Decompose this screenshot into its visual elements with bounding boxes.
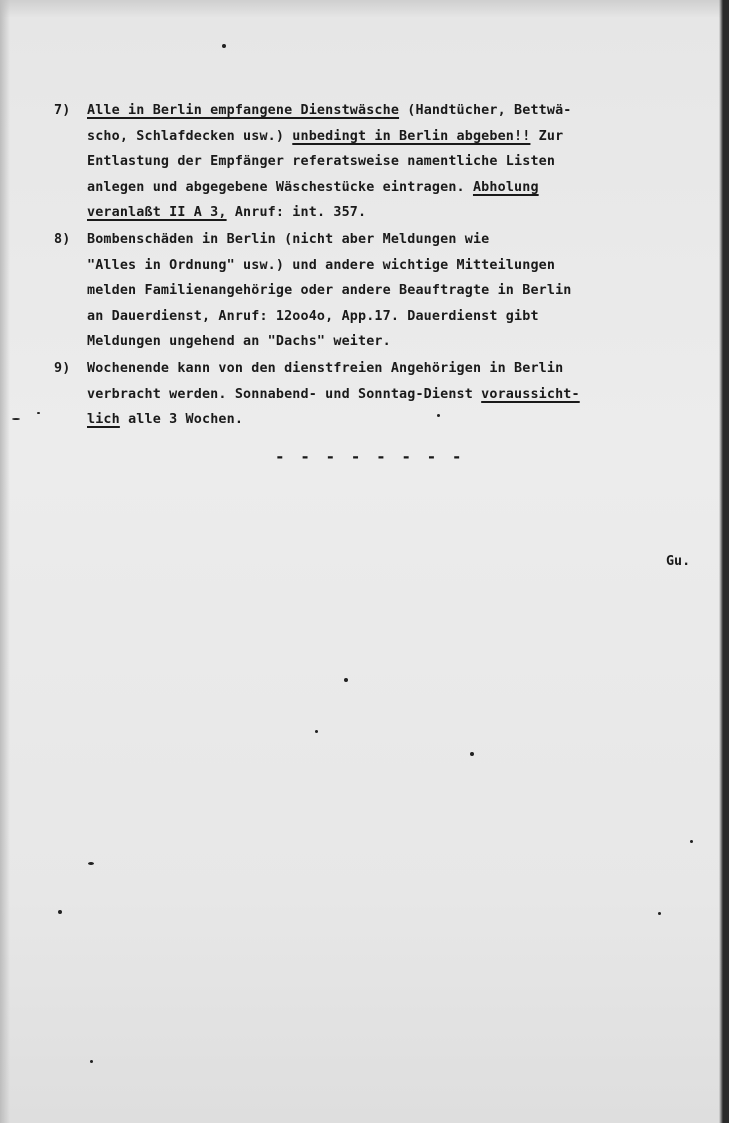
text-line: Wochenende kann von den dienstfreien Angehörigen in Berlin	[87, 361, 564, 376]
text-run: Zur	[530, 128, 564, 144]
scan-left-shadow	[0, 0, 10, 1123]
underlined-text: Alle in Berlin empfangene Dienstwäsche	[87, 103, 400, 118]
text-line	[87, 98, 687, 124]
underlined-text: lich	[87, 412, 120, 427]
text-line	[87, 149, 687, 175]
text-line: an Dauerdienst, Anruf: 12oo4o, App.17. Dauerdienst gibt	[87, 308, 539, 324]
underlined-text: voraussicht-	[481, 386, 580, 402]
text-run: anlegen und abgegebene Wäschestücke eintragen.	[87, 179, 473, 195]
scan-speck	[222, 44, 226, 48]
scan-speck	[37, 412, 40, 414]
item-text	[87, 356, 687, 433]
text-line	[87, 382, 687, 408]
scan-speck	[12, 418, 20, 420]
scan-top-shadow	[0, 0, 729, 18]
scan-speck	[437, 414, 440, 417]
item-text	[87, 227, 687, 355]
underlined-text: unbedingt in Berlin abgeben!!	[292, 128, 531, 144]
text-line	[87, 200, 687, 226]
scan-speck	[58, 910, 62, 914]
item-number: 7)	[54, 103, 71, 118]
text-line: Meldungen ungehend an "Dachs" weiter.	[87, 334, 391, 349]
text-run: scho, Schlafdecken usw.)	[87, 128, 293, 144]
text-run: (Handtücher, Bettwä-	[399, 103, 572, 118]
item-number: 8)	[54, 232, 71, 247]
text-line	[87, 407, 687, 433]
item-number: 9)	[54, 361, 71, 376]
text-line: Bombenschäden in Berlin (nicht aber Meldungen wie	[87, 232, 490, 247]
scan-speck	[470, 752, 474, 756]
item-text	[87, 98, 687, 226]
scan-speck	[315, 730, 318, 733]
scan-speck	[90, 1060, 93, 1063]
author-initials: Gu.	[666, 554, 691, 569]
scan-speck	[690, 840, 693, 843]
text-line	[87, 175, 687, 201]
text-run: alle 3 Wochen.	[119, 412, 244, 427]
underlined-text: Abholung	[472, 179, 539, 195]
text-line	[87, 124, 687, 150]
text-run: Anruf: int. 357.	[226, 205, 367, 220]
text-line: "Alles in Ordnung" usw.) und andere wichtige Mitteilungen	[87, 257, 556, 273]
scan-right-border	[719, 0, 729, 1123]
text-run: Entlastung der Empfänger referatsweise namentliche Listen	[87, 154, 556, 169]
scan-speck	[658, 912, 661, 915]
separator-dashes: - - - - - - - -	[275, 447, 465, 466]
text-run: verbracht werden. Sonnabend- und Sonntag-Dienst	[87, 386, 482, 402]
text-line: melden Familienangehörige oder andere Beauftragte in Berlin	[87, 283, 572, 298]
underlined-text: veranlaßt II A 3,	[87, 205, 227, 220]
scan-speck	[344, 678, 348, 682]
scan-speck	[88, 862, 94, 865]
